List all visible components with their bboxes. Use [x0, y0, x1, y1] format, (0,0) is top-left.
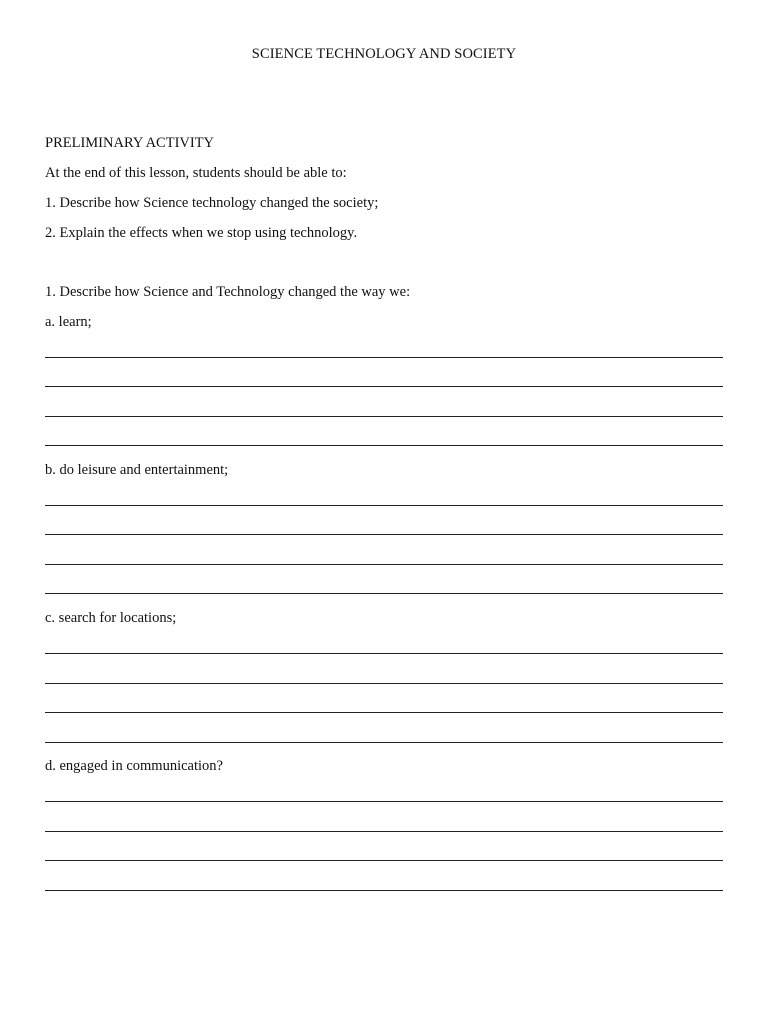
objective-2: 2. Explain the effects when we stop using technology.: [45, 225, 358, 241]
answer-line[interactable]: [45, 445, 723, 446]
item-label-a: a. learn;: [45, 314, 92, 330]
item-label-d: d. engaged in communication?: [45, 758, 223, 774]
answer-line[interactable]: [45, 386, 723, 387]
answer-line[interactable]: [45, 712, 723, 713]
answer-line[interactable]: [45, 534, 723, 535]
document-title: SCIENCE TECHNOLOGY AND SOCIETY: [251, 46, 517, 62]
objective-1: 1. Describe how Science technology changed the society;: [45, 195, 379, 211]
intro-text: At the end of this lesson, students should be able to:: [45, 165, 347, 181]
answer-line[interactable]: [45, 742, 723, 743]
question-prompt: 1. Describe how Science and Technology changed the way we:: [45, 284, 411, 300]
item-label-c: c. search for locations;: [45, 610, 177, 626]
answer-line[interactable]: [45, 860, 723, 861]
answer-line[interactable]: [45, 505, 723, 506]
answer-line[interactable]: [45, 831, 723, 832]
section-heading: PRELIMINARY ACTIVITY: [45, 135, 215, 151]
answer-line[interactable]: [45, 593, 723, 594]
answer-line[interactable]: [45, 416, 723, 417]
answer-line[interactable]: [45, 890, 723, 891]
answer-line[interactable]: [45, 653, 723, 654]
answer-line[interactable]: [45, 801, 723, 802]
item-label-b: b. do leisure and entertainment;: [45, 462, 229, 478]
answer-line[interactable]: [45, 683, 723, 684]
answer-line[interactable]: [45, 357, 723, 358]
answer-line[interactable]: [45, 564, 723, 565]
